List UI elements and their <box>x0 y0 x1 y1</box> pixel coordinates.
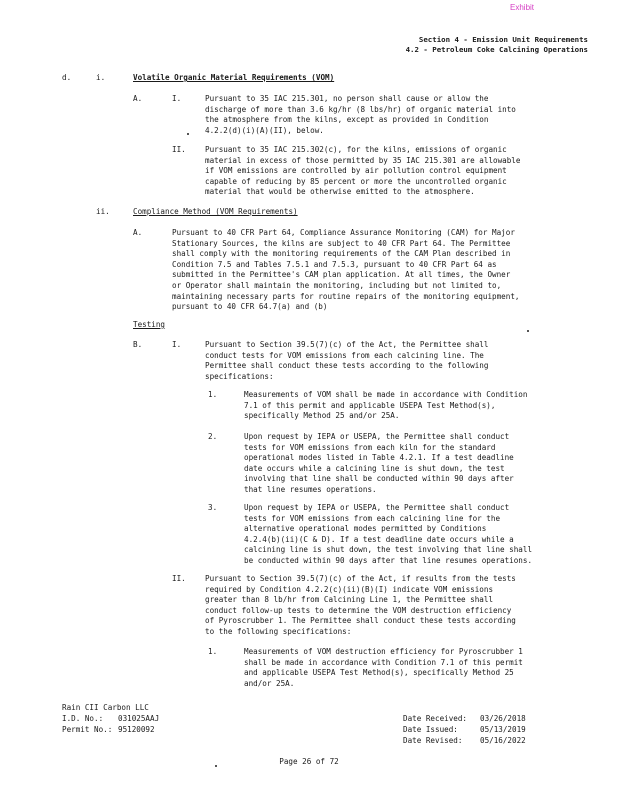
item-label-d: d. <box>62 73 72 82</box>
list-item-number: 2. <box>208 432 218 441</box>
section-header: Section 4 - Emission Unit Requirements <box>418 35 588 44</box>
date-revised-value: 05/16/2022 <box>480 736 526 745</box>
subsection-header: 4.2 - Petroleum Coke Calcining Operations <box>405 45 588 54</box>
paragraph-B-II: Pursuant to Section 39.5(7)(c) of the Act, if results from the tests required by Condition 4.2.2(c)(ii)(B)(I) indicate VOM emissions greater than 8 lb/hr from Calcining Line 1, the Permittee shall conduct follow-up tests to determine the VOM destruction efficiency of Pyroscrubber 1. The Permittee shall conduct these tests according to the following specifications: <box>205 574 516 636</box>
scan-speck <box>187 133 189 135</box>
list-item: Measurements of VOM shall be made in accordance with Condition 7.1 of this permit and applicable USEPA Test Method(s), specifically Method 25 and/or 25A. <box>244 390 528 421</box>
item-label-A-II: II. <box>172 145 186 154</box>
item-label-B-I: I. <box>172 340 182 349</box>
date-issued-value: 05/13/2019 <box>480 725 526 734</box>
date-revised-label: Date Revised: <box>403 736 463 745</box>
date-issued-label: Date Issued: <box>403 725 458 734</box>
list-item-number: 3. <box>208 503 218 512</box>
paragraph-cam: Pursuant to 40 CFR Part 64, Compliance Assurance Monitoring (CAM) for Major Stationary Sources, the kilns are subject to 40 CFR Part 64. The Permittee shall comply with the monitoring requirements of the CAM Plan described in Condition 7.5 and Tables 7.5.1 and 7.5.3, pursuant to 40 CFR Part 64 as submitted in the Permittee's CAM plan application. At all times, the Owner or Operator shall maintain the monitoring, including but not limited to, maintaining necessary parts for routine repairs of the monitoring equipment, pursuant to 40 CFR 64.7(a) and (b) <box>172 228 520 312</box>
page-number: Page 26 of 72 <box>279 757 339 766</box>
permit-number-label: Permit No.: <box>62 725 113 734</box>
item-label-A-I: I. <box>172 94 182 103</box>
paragraph-A-II: Pursuant to 35 IAC 215.302(c), for the kilns, emissions of organic material in excess of those permitted by 35 IAC 215.301 are allowable if VOM emissions are controlled by air pollution control equipment capable of reducing by 85 percent or more the uncontrolled organic material that would be otherwise emitted to the atmosphere. <box>205 145 521 197</box>
item-label-ii-A: A. <box>133 228 143 237</box>
company-name: Rain CII Carbon LLC <box>62 703 149 712</box>
date-received-value: 03/26/2018 <box>480 714 526 723</box>
id-number-value: 031025AAJ <box>118 714 160 723</box>
list-item-number: 1. <box>208 647 218 656</box>
permit-number-value: 95120092 <box>118 725 155 734</box>
item-label-i: i. <box>96 73 106 82</box>
vom-requirements-title: Volatile Organic Material Requirements (VOM) <box>133 73 335 82</box>
list-item: Upon request by IEPA or USEPA, the Permittee shall conduct tests for VOM emissions from each kiln for the standard operational modes listed in Table 4.2.1. If a test deadline date occurs while a calcining line is shut down, the test involving that line shall be conducted within 90 days after that line resumes operations. <box>244 432 514 494</box>
item-label-B: B. <box>133 340 143 349</box>
date-received-label: Date Received: <box>403 714 468 723</box>
item-label-A: A. <box>133 94 143 103</box>
scan-speck <box>527 330 529 332</box>
item-label-ii: ii. <box>96 207 110 216</box>
list-item: Measurements of VOM destruction efficiency for Pyroscrubber 1 shall be made in accordance with Condition 7.1 of this permit and applicable USEPA Test Method(s), specifically Method 25 and/or 25A. <box>244 647 523 688</box>
item-label-B-II: II. <box>172 574 186 583</box>
list-item-number: 1. <box>208 390 218 399</box>
list-item: Upon request by IEPA or USEPA, the Permittee shall conduct tests for VOM emissions from each calcining line for the alternative operational modes permitted by Conditions 4.2.4(b)(ii)(C & D). If a test deadline date occurs while a calcining line is shut down, the test involving that line shall be conducted within 90 days after that line resumes operations. <box>244 503 533 565</box>
id-number-label: I.D. No.: <box>62 714 104 723</box>
paragraph-A-I: Pursuant to 35 IAC 215.301, no person shall cause or allow the discharge of more than 3.6 kg/hr (8 lbs/hr) of organic material into the atmosphere from the kilns, except as provided in Condition 4.2.2(d)(i)(A)(II), below. <box>205 94 516 135</box>
compliance-method-title: Compliance Method (VOM Requirements) <box>133 207 298 216</box>
testing-title: Testing <box>133 320 166 329</box>
paragraph-B-I: Pursuant to Section 39.5(7)(c) of the Act, the Permittee shall conduct tests for VOM emissions from each calcining line. The Permittee shall conduct these tests according to the following specifications: <box>205 340 489 381</box>
exhibit-stamp: Exhibit <box>510 3 535 12</box>
